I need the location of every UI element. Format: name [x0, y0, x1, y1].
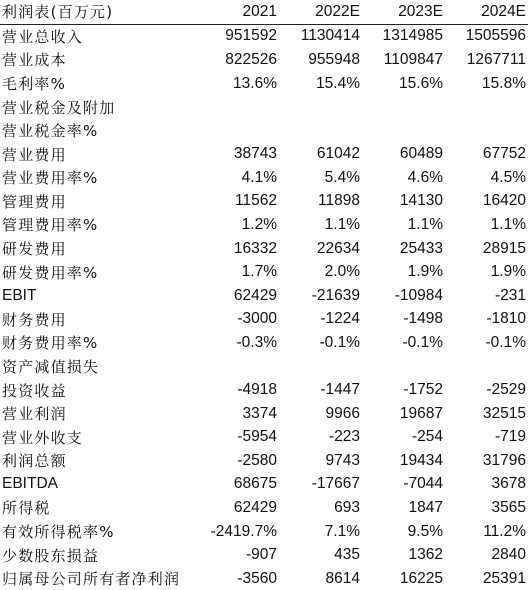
row-value: 15.8%	[482, 74, 526, 92]
year-header: 2023E	[362, 0, 445, 24]
row-label: 研发费用率%	[2, 263, 99, 282]
row-value	[362, 119, 445, 143]
row-value: 8614	[325, 569, 360, 587]
row-value: 7.1%	[324, 522, 360, 540]
row-value	[196, 95, 279, 119]
row-label: 财务费用率%	[2, 334, 99, 353]
row-value: 1505596	[465, 27, 526, 45]
row-value	[445, 119, 528, 143]
row-value: 1362	[408, 546, 443, 564]
row-value: 31796	[482, 451, 526, 469]
row-value: 2.0%	[324, 263, 360, 281]
row-value: 11898	[318, 192, 360, 210]
row-value	[445, 355, 528, 379]
row-value: -2419.7%	[210, 522, 277, 540]
row-value: -3000	[237, 310, 277, 328]
row-value: 1.1%	[324, 215, 360, 233]
row-label: 所得税	[2, 499, 51, 518]
row-value: 67752	[482, 145, 526, 163]
row-value: -3560	[237, 569, 277, 587]
row-value: -254	[411, 428, 443, 446]
row-value: 3565	[491, 498, 526, 516]
row-value: -1752	[403, 381, 443, 399]
row-value: 11.2%	[483, 522, 526, 540]
row-value: 5.4%	[324, 168, 360, 186]
row-value: 9.5%	[407, 522, 443, 540]
table-row	[0, 119, 528, 143]
year-header: 2024E	[445, 0, 528, 24]
row-value: -1498	[403, 310, 443, 328]
header-row	[0, 0, 528, 24]
year-header: 2021	[196, 0, 279, 24]
row-value: 951592	[225, 27, 277, 45]
row-value: 1.7%	[241, 263, 277, 281]
row-value: -1224	[320, 310, 360, 328]
table-row	[0, 237, 528, 261]
table-row	[0, 213, 528, 237]
row-value: -4918	[237, 381, 277, 399]
row-value: 16420	[482, 192, 526, 210]
row-value: 1.1%	[490, 215, 526, 233]
row-label: 归属母公司所有者净利润	[2, 570, 181, 589]
table-row	[0, 24, 528, 48]
row-label: 营业税金及附加	[2, 98, 116, 117]
row-value: -231	[494, 286, 526, 304]
row-value: 2840	[491, 546, 526, 564]
table-row	[0, 473, 528, 497]
row-value: -21639	[311, 286, 360, 304]
row-value: 435	[334, 546, 360, 564]
row-value: -0.3%	[236, 333, 277, 351]
row-value: 15.4%	[316, 74, 360, 92]
row-value: 19434	[399, 451, 443, 469]
row-value: 4.1%	[241, 168, 277, 186]
row-value: -0.1%	[319, 333, 360, 351]
table-row	[0, 520, 528, 544]
table-row	[0, 567, 528, 590]
table-row	[0, 142, 528, 166]
row-value: 60489	[399, 145, 443, 163]
row-label: 营业费用率%	[2, 169, 99, 188]
row-value: 1314985	[382, 27, 443, 45]
row-value: 4.6%	[407, 168, 443, 186]
year-header: 2022E	[279, 0, 362, 24]
row-value: -5954	[237, 428, 277, 446]
row-value: 19687	[399, 404, 443, 422]
table-row	[0, 72, 528, 96]
row-value: 28915	[482, 239, 526, 257]
row-value: -2529	[486, 381, 526, 399]
row-value: 25391	[482, 569, 526, 587]
table-row	[0, 260, 528, 284]
row-value: 1.2%	[241, 215, 277, 233]
row-label: 研发费用	[2, 240, 67, 259]
row-value: 38743	[233, 145, 277, 163]
row-label: 管理费用率%	[2, 216, 99, 235]
row-value	[279, 95, 362, 119]
row-value: -0.1%	[402, 333, 443, 351]
row-label: 毛利率%	[2, 75, 67, 94]
row-value: -10984	[394, 286, 443, 304]
row-value: 62429	[233, 498, 277, 516]
table-row	[0, 284, 528, 308]
row-value: 1.9%	[490, 263, 526, 281]
row-value: 3678	[491, 475, 526, 493]
row-value: 4.5%	[490, 168, 526, 186]
row-value: -223	[328, 428, 360, 446]
row-value: -1447	[320, 381, 360, 399]
table-row	[0, 331, 528, 355]
row-value: 955948	[308, 50, 360, 68]
row-label: 营业总收入	[2, 27, 84, 46]
row-label: 少数股东损益	[2, 546, 100, 565]
row-value: 1130414	[300, 27, 360, 45]
row-value: 16332	[233, 239, 277, 257]
table-row	[0, 190, 528, 214]
row-label: 资产减值损失	[2, 357, 100, 376]
row-label: 管理费用	[2, 192, 67, 211]
row-value: 1267711	[466, 50, 526, 68]
row-value	[362, 355, 445, 379]
row-value: 3374	[242, 404, 277, 422]
row-value: -0.1%	[485, 333, 526, 351]
table-row	[0, 378, 528, 402]
table-row	[0, 48, 528, 72]
row-value: 9966	[325, 404, 360, 422]
row-value: 14130	[399, 192, 443, 210]
table-row	[0, 543, 528, 567]
table-row	[0, 355, 528, 379]
table-row	[0, 449, 528, 473]
row-value	[279, 355, 362, 379]
row-value: -719	[494, 428, 526, 446]
row-value: 16225	[399, 569, 443, 587]
row-value	[279, 119, 362, 143]
header-label: 利润表(百万元)	[0, 0, 196, 24]
row-label: 投资收益	[2, 381, 67, 400]
row-value	[196, 355, 279, 379]
row-value: 822526	[225, 50, 277, 68]
row-value: 61042	[316, 145, 360, 163]
row-value: 13.6%	[233, 74, 277, 92]
row-value: 22634	[316, 239, 360, 257]
row-value	[196, 119, 279, 143]
row-label: 营业外收支	[2, 428, 84, 447]
row-value: -2580	[237, 451, 277, 469]
row-label: 营业成本	[2, 51, 67, 70]
row-value: 1847	[408, 498, 443, 516]
row-value: 62429	[233, 286, 277, 304]
table-row	[0, 166, 528, 190]
table-row	[0, 496, 528, 520]
row-value: -17667	[311, 475, 360, 493]
row-label: 营业税金率%	[2, 122, 99, 141]
row-label: EBIT	[2, 286, 37, 304]
row-label: 营业费用	[2, 145, 67, 164]
row-value: 1.1%	[407, 215, 443, 233]
row-value: 693	[334, 498, 360, 516]
row-value: 32515	[482, 404, 526, 422]
row-value: 68675	[233, 475, 277, 493]
row-value: 1109847	[383, 50, 443, 68]
row-value: -7044	[403, 475, 443, 493]
row-value	[362, 95, 445, 119]
row-label: 财务费用	[2, 310, 67, 329]
row-value: 9743	[325, 451, 360, 469]
row-label: EBITDA	[2, 475, 58, 493]
row-value: -907	[245, 546, 277, 564]
table-row	[0, 425, 528, 449]
row-value: -1810	[486, 310, 526, 328]
row-label: 利润总额	[2, 452, 67, 471]
table-row	[0, 402, 528, 426]
table-row	[0, 308, 528, 332]
row-label: 营业利润	[2, 405, 67, 424]
row-value	[445, 95, 528, 119]
row-value: 1.9%	[407, 263, 443, 281]
row-value: 15.6%	[399, 74, 443, 92]
table-row	[0, 95, 528, 119]
row-value: 25433	[399, 239, 443, 257]
row-label: 有效所得税率%	[2, 523, 115, 541]
row-value: 11562	[235, 192, 277, 210]
